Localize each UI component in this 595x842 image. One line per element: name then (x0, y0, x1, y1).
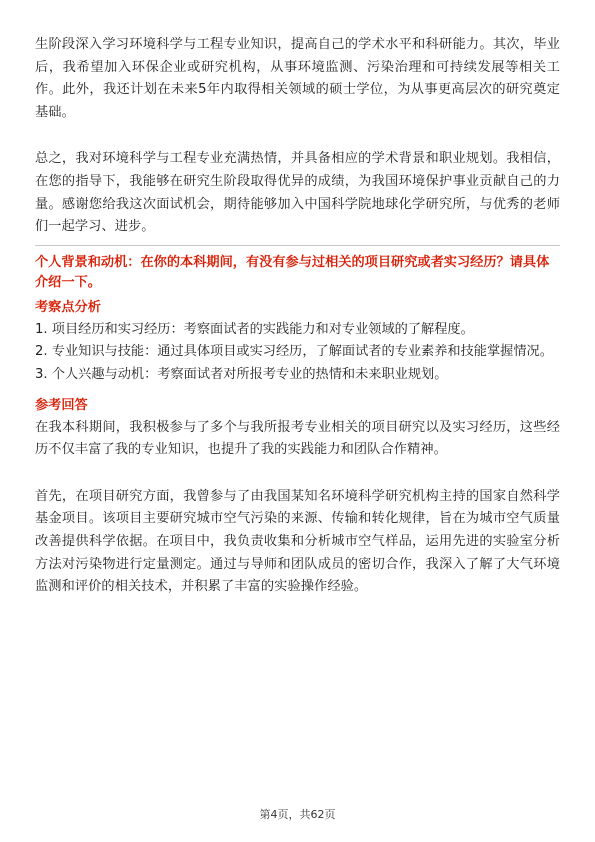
section-divider (35, 245, 560, 246)
page-number: 第4页，共62页 (259, 808, 336, 821)
analysis-item: 3. 个人兴趣与动机：考察面试者对所报考专业的热情和未来职业规划。 (35, 366, 448, 382)
intro-paragraph: 生阶段深入学习环境科学与工程专业知识，提高自己的学术水平和科研能力。其次，毕业后，我希望加入环保企业或研究机构，从事环境监测、污染治理和可持续发展等相关工作。此外，我还计划在未来5年内取得相关领域的硕士学位，为从事更高层次的研究奠定基础。 (35, 37, 560, 120)
question-heading: 个人背景和动机：在你的本科期间，有没有参与过相关的项目研究或者实习经历？请具体介绍一下。 (35, 254, 550, 290)
paragraph-gap (35, 462, 560, 486)
document-page (35, 34, 560, 599)
answer-title: 参考回答 (35, 397, 88, 413)
analysis-item: 2. 专业知识与技能：通过具体项目或实习经历，了解面试者的专业素养和技能掌握情况。 (35, 344, 553, 360)
answer-paragraph: 首先，在项目研究方面，我曾参与了由我国某知名环境科学研究机构主持的国家自然科学基金项目。该项目主要研究城市空气污染的来源、传输和转化规律，旨在为城市空气质量改善提供科学依据。在项目中，我负责收集和分析城市空气样品，运用先进的实验室分析方法对污染物进行定量测定。通过与导师和团队成员的密切合作，我深入了解了大气环境监测和评价的相关技术，并积累了丰富的实验操作经验。 (35, 488, 560, 595)
analysis-list (35, 319, 560, 387)
intro-paragraph: 总之，我对环境科学与工程专业充满热情，并具备相应的学术背景和职业规划。我相信，在您的指导下，我能够在研究生阶段取得优异的成绩，为我国环境保护事业贡献自己的力量。感谢您给我这次面试机会，期待能够加入中国科学院地球化学研究所，与优秀的老师们一起学习、进步。 (35, 151, 560, 235)
paragraph-gap (35, 124, 560, 148)
answer-paragraph: 在我本科期间，我积极参与了多个与我所报考专业相关的项目研究以及实习经历，这些经历不仅丰富了我的专业知识，也提升了我的实践能力和团队合作精神。 (35, 419, 560, 458)
analysis-title: 考察点分析 (35, 299, 101, 315)
analysis-item: 1. 项目经历和实习经历：考察面试者的实践能力和对专业领域的了解程度。 (35, 321, 474, 337)
